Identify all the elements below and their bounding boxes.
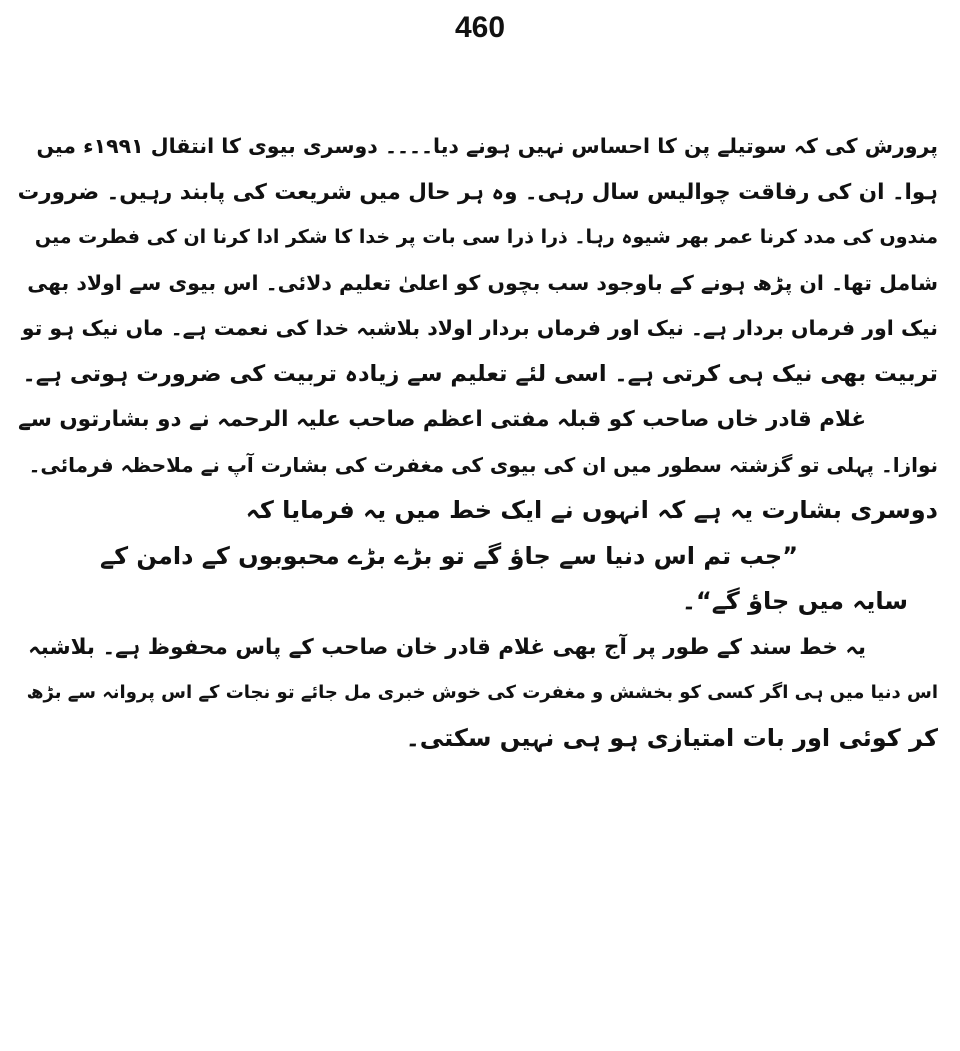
- text-line: دوسری بشارت یہ ہے کہ انہوں نے ایک خط میں یہ فرمایا کہ: [245, 496, 938, 524]
- text-line: مندوں کی مدد کرنا عمر بھر شیوہ رہا۔ ذرا ذرا سی بات پر خدا کا شکر ادا کرنا ان کی فطرت میں: [34, 226, 938, 248]
- text-line: شامل تھا۔ ان پڑھ ہونے کے باوجود سب بچوں کو اعلیٰ تعلیم دلائی۔ اس بیوی سے اولاد بھی: [27, 270, 938, 295]
- paragraph-start-line: غلام قادر خاں صاحب کو قبلہ مفتی اعظم صاحب علیہ الرحمہ نے دو بشارتوں سے: [18, 407, 866, 432]
- text-line: کر کوئی اور بات امتیازی ہو ہی نہیں سکتی۔: [405, 723, 938, 752]
- quotation-line: ”جب تم اس دنیا سے جاؤ گے تو بڑے بڑے محبوبوں کے دامن کے: [100, 541, 798, 570]
- text-line: نیک اور فرماں بردار ہے۔ نیک اور فرماں بردار اولاد بلاشبہ خدا کی نعمت ہے۔ ماں نیک ہو تو: [21, 316, 938, 340]
- page-text: [18, 124, 938, 761]
- page-number: 460: [454, 11, 506, 44]
- paragraph-start-line: یہ خط سند کے طور پر آج بھی غلام قادر خان صاحب کے پاس محفوظ ہے۔ بلاشبہ: [28, 634, 866, 660]
- text-line: تربیت بھی نیک ہی کرتی ہے۔ اسی لئے تعلیم سے زیادہ تربیت کی ضرورت ہوتی ہے۔: [22, 360, 938, 387]
- text-line: ہوا۔ ان کی رفاقت چوالیس سال رہی۔ وہ ہر حال میں شریعت کی پابند رہیں۔ ضرورت: [18, 179, 938, 205]
- text-line: اس دنیا میں ہی اگر کسی کو بخشش و مغفرت کی خوش خبری مل جائے تو نجات کے اس پروانہ سے بڑھ: [26, 682, 938, 703]
- text-line: پرورش کی کہ سوتیلے پن کا احساس نہیں ہونے دیا۔۔۔۔ دوسری بیوی کا انتقال ۱۹۹۱ء میں: [36, 134, 938, 158]
- text-line: نوازا۔ پہلی تو گزشتہ سطور میں ان کی بیوی کی مغفرت کی بشارت آپ نے ملاحظہ فرمائی۔: [28, 452, 938, 477]
- quotation-line: سایہ میں جاؤ گے“۔: [681, 587, 908, 615]
